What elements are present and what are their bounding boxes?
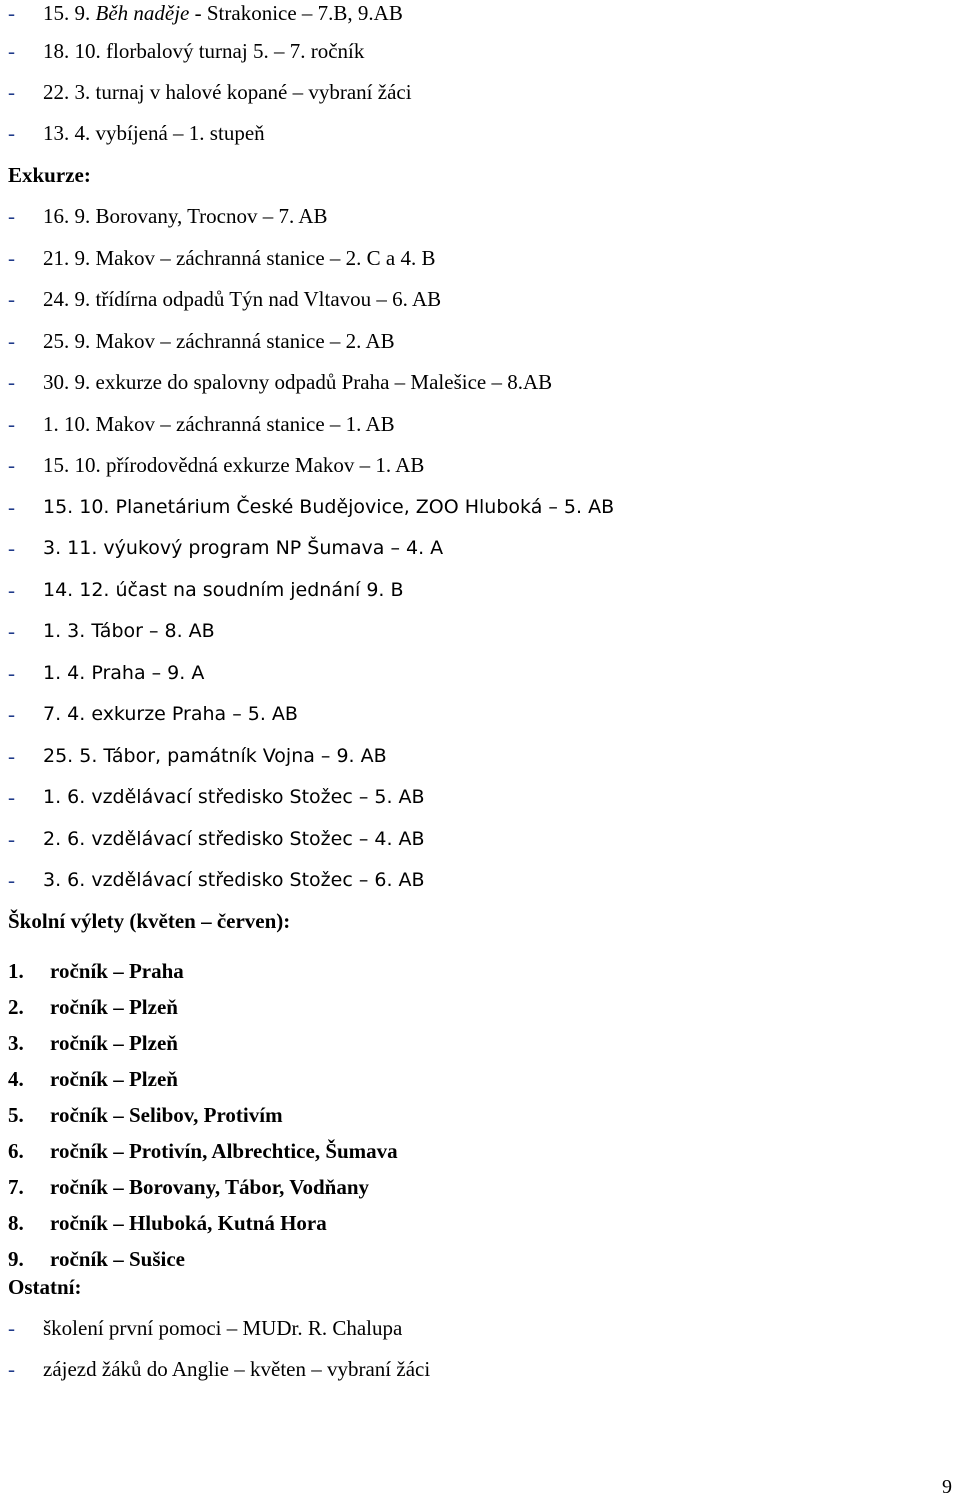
list-dash: - (8, 287, 15, 311)
list-item-text: 22. 3. turnaj v halové kopané – vybraní žáci (43, 80, 412, 104)
list-number: 9. (8, 1247, 24, 1271)
section-heading-trips: Školní výlety (květen – červen): (8, 909, 291, 933)
list-dash: - (8, 578, 15, 602)
list-item-text: 13. 4. vybíjená – 1. stupeň (43, 121, 265, 145)
list-dash: - (8, 246, 15, 270)
list-dash: - (8, 619, 15, 643)
list-item-text: 3. 11. výukový program NP Šumava – 4. A (43, 537, 444, 559)
list-dash: - (8, 827, 15, 851)
list-item-text: ročník – Plzeň (50, 1067, 178, 1091)
list-dash: - (8, 536, 15, 560)
list-item-text: 1. 3. Tábor – 8. AB (43, 620, 215, 642)
list-number: 2. (8, 995, 24, 1019)
list-dash: - (8, 39, 15, 63)
list-item-text: školení první pomoci – MUDr. R. Chalupa (43, 1316, 403, 1340)
list-dash: - (8, 329, 15, 353)
list-number: 4. (8, 1067, 24, 1091)
list-dash: - (8, 661, 15, 685)
list-dash: - (8, 453, 15, 477)
list-item-text: 1. 10. Makov – záchranná stanice – 1. AB (43, 412, 395, 436)
list-number: 7. (8, 1175, 24, 1199)
list-item-text: 15. 10. přírodovědná exkurze Makov – 1. AB (43, 453, 425, 477)
list-item-text: 3. 6. vzdělávací středisko Stožec – 6. AB (43, 869, 425, 891)
list-item-text: 25. 9. Makov – záchranná stanice – 2. AB (43, 329, 395, 353)
list-item-text: 18. 10. florbalový turnaj 5. – 7. ročník (43, 39, 365, 63)
list-dash: - (8, 785, 15, 809)
list-dash: - (8, 744, 15, 768)
list-item-text: ročník – Hluboká, Kutná Hora (50, 1211, 327, 1235)
page-number: 9 (942, 1476, 952, 1498)
list-item-text: ročník – Borovany, Tábor, Vodňany (50, 1175, 370, 1199)
list-dash: - (8, 370, 15, 394)
event-date: 15. 9. (43, 1, 96, 25)
list-item-text: 24. 9. třídírna odpadů Týn nad Vltavou – 6. AB (43, 287, 442, 311)
list-dash: - (8, 121, 15, 145)
list-dash: - (8, 868, 15, 892)
list-number: 3. (8, 1031, 24, 1055)
list-item-text: 16. 9. Borovany, Trocnov – 7. AB (43, 204, 328, 228)
event-detail: - Strakonice – 7.B, 9.AB (189, 1, 403, 25)
list-item-text: 15. 10. Planetárium České Budějovice, ZOO Hluboká – 5. AB (43, 496, 615, 518)
list-number: 1. (8, 959, 24, 983)
list-item-text: ročník – Protivín, Albrechtice, Šumava (50, 1139, 398, 1163)
list-number: 8. (8, 1211, 24, 1235)
list-item-text: 1. 4. Praha – 9. A (43, 662, 205, 684)
list-item-text: ročník – Sušice (50, 1247, 185, 1271)
event-name: Běh naděje (95, 1, 190, 25)
list-dash: - (8, 204, 15, 228)
section-heading-other: Ostatní: (8, 1275, 82, 1299)
list-item-text: ročník – Praha (50, 959, 184, 983)
list-dash: - (8, 80, 15, 104)
list-item-text: 21. 9. Makov – záchranná stanice – 2. C a 4. B (43, 246, 436, 270)
list-item-text: 1. 6. vzdělávací středisko Stožec – 5. AB (43, 786, 425, 808)
list-item-text: ročník – Selibov, Protivím (50, 1103, 283, 1127)
list-item-text: ročník – Plzeň (50, 995, 178, 1019)
section-heading-excursions: Exkurze: (8, 163, 91, 187)
list-item-text: 30. 9. exkurze do spalovny odpadů Praha – Malešice – 8.AB (43, 370, 553, 394)
list-item-text: 7. 4. exkurze Praha – 5. AB (43, 703, 298, 725)
list-number: 6. (8, 1139, 24, 1163)
list-dash: - (8, 412, 15, 436)
list-item-text: ročník – Plzeň (50, 1031, 178, 1055)
list-dash: - (8, 495, 15, 519)
list-item-text: zájezd žáků do Anglie – květen – vybraní žáci (43, 1357, 431, 1381)
list-item-text: 14. 12. účast na soudním jednání 9. B (43, 579, 404, 601)
list-dash: - (8, 702, 15, 726)
list-dash: - (8, 1, 15, 25)
list-dash: - (8, 1357, 15, 1381)
list-item-text: 2. 6. vzdělávací středisko Stožec – 4. AB (43, 828, 425, 850)
list-dash: - (8, 1316, 15, 1340)
list-number: 5. (8, 1103, 24, 1127)
list-item-text: 25. 5. Tábor, památník Vojna – 9. AB (43, 745, 387, 767)
